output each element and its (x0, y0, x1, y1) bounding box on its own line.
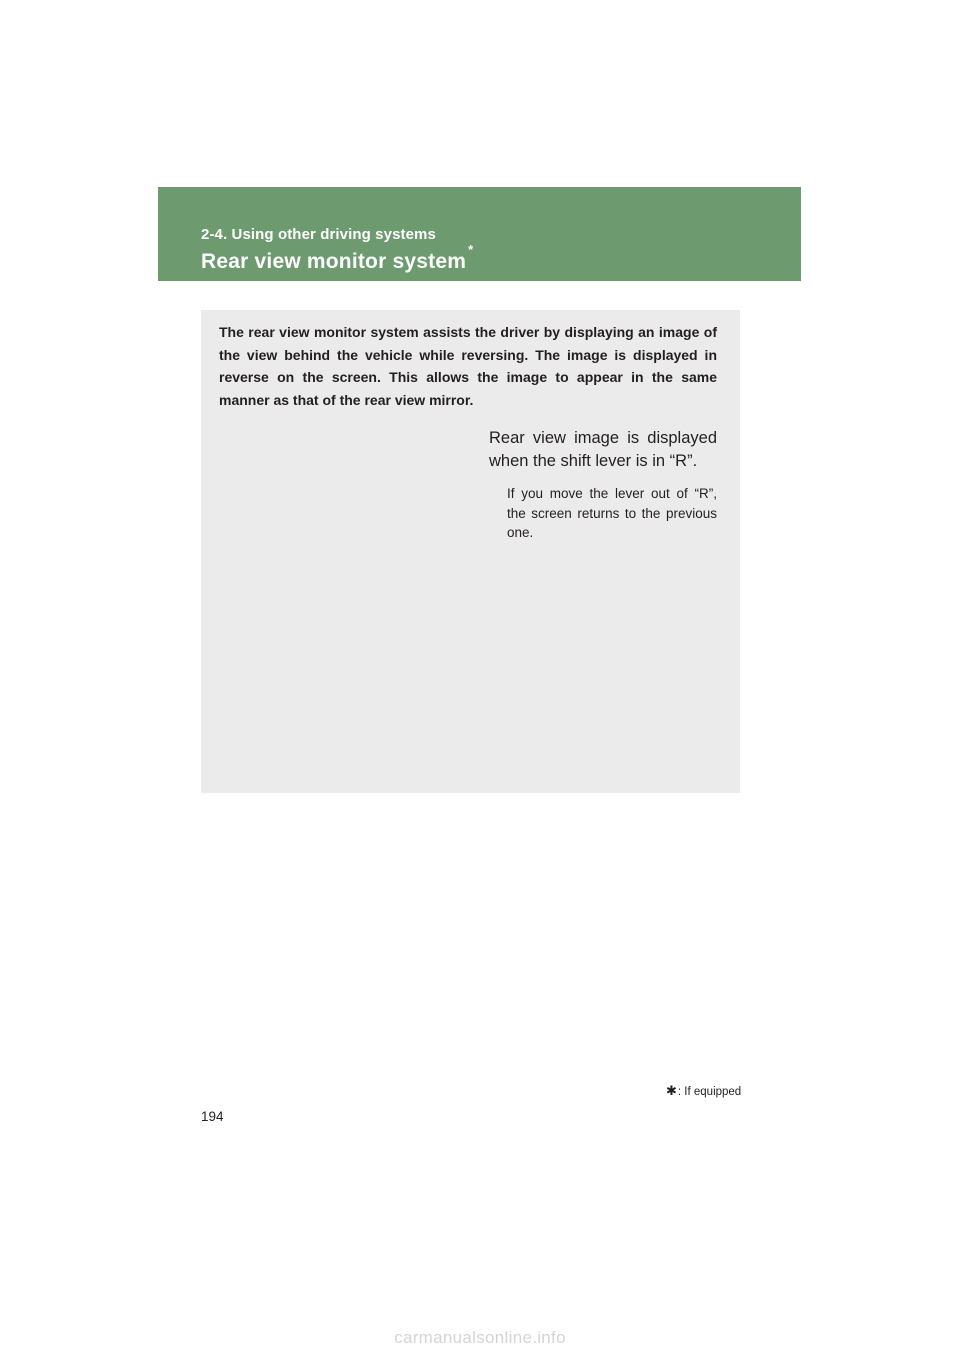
intro-paragraph: The rear view monitor system assists the driver by displaying an image of the view behind the vehicle while reversing. The image is displayed in reverse on the screen. This allows the image to appear in the same manner as that of the rear view mirror. (219, 324, 717, 408)
image-caption: Rear view image is displayed when the shift lever is in “R”. (489, 429, 717, 470)
footnote (666, 1083, 741, 1099)
page-number: 194 (201, 1109, 224, 1124)
section-header (158, 187, 801, 281)
asterisk-icon: * (468, 242, 474, 257)
caption-note: If you move the lever out of “R”, the screen returns to the previous one. (507, 486, 717, 540)
asterisk-icon: ✱ (666, 1083, 677, 1098)
footnote-text: : If equipped (677, 1086, 742, 1098)
page-title-text: Rear view monitor system (201, 250, 467, 273)
content-panel (201, 310, 740, 793)
section-label: 2-4. Using other driving systems (201, 226, 436, 243)
watermark: carmanualsonline.info (394, 1328, 566, 1347)
page-title (201, 242, 474, 274)
